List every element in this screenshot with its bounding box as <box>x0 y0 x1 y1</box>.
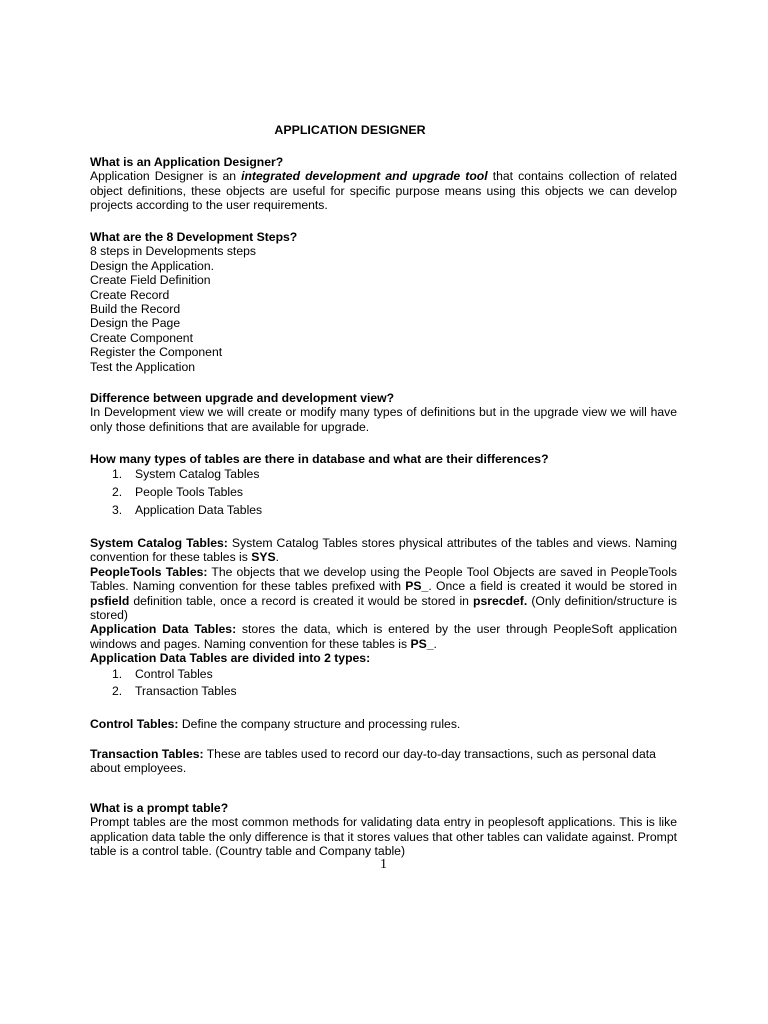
code-text: PS_ <box>410 636 434 651</box>
definition-text: . Once a field is created it would be stored in <box>428 579 677 594</box>
list-label: Application Data Tables <box>135 502 263 517</box>
list-item <box>90 666 677 684</box>
code-text: PS_ <box>405 579 429 594</box>
list-label: Control Tables <box>135 666 213 681</box>
page-title: APPLICATION DESIGNER <box>274 123 426 137</box>
code-text: psrecdef. <box>473 593 528 608</box>
list-label: System Catalog Tables <box>135 467 260 482</box>
list-number: 3. <box>112 502 123 517</box>
step-line: Register the Component <box>90 345 223 360</box>
subheading: Application Data Tables are divided into 2 types: <box>90 651 371 666</box>
table-types-list <box>90 466 677 519</box>
definition-label: Transaction Tables: <box>90 747 204 761</box>
definition-text: . <box>433 636 437 651</box>
list-number: 2. <box>112 485 123 499</box>
answer-paragraph: In Development view we will create or modify many types of definitions but in the upgrade view we will have only those definitions that are available for upgrade. <box>90 405 677 434</box>
document-page <box>90 0 677 1024</box>
list-label: Transaction Tables <box>135 684 237 699</box>
definition-label: Control Tables: <box>90 717 179 731</box>
answer-paragraph <box>90 169 677 212</box>
definition-text: The objects that we develop using the People Tool Objects are saved in PeopleTools Tables. Naming convention for these tables prefixed with <box>90 564 678 594</box>
definition-label: Application Data Tables: <box>90 622 237 637</box>
step-line: Create Record <box>90 287 170 302</box>
list-label: People Tools Tables <box>135 485 243 499</box>
application-table-types-list <box>90 666 677 701</box>
definition-label: PeopleTools Tables: <box>90 564 208 579</box>
definition-paragraph <box>90 622 677 651</box>
step-line: Design the Application. <box>90 258 214 273</box>
section-development-steps <box>90 230 677 374</box>
emphasis-text: integrated development and upgrade tool <box>241 169 488 184</box>
answer-text: Application Designer is an <box>90 169 242 184</box>
step-line: 8 steps in Developments steps <box>90 244 256 259</box>
list-number: 2. <box>112 684 123 699</box>
section-transaction-tables <box>90 747 677 776</box>
step-line: Build the Record <box>90 302 181 317</box>
section-prompt-table <box>90 801 677 859</box>
list-item <box>90 502 677 520</box>
definition-text: . <box>275 550 280 565</box>
question-heading: What are the 8 Development Steps? <box>90 230 298 244</box>
list-number: 1. <box>112 467 123 482</box>
steps-list <box>90 244 677 374</box>
section-table-types <box>90 452 677 519</box>
definition-text: definition table, once a record is created it would be stored in <box>129 593 474 608</box>
section-control-tables <box>90 717 677 731</box>
section-table-definitions <box>90 536 677 701</box>
list-item <box>90 683 677 701</box>
list-item <box>90 484 677 502</box>
definition-label: System Catalog Tables: <box>90 536 228 550</box>
step-line: Test the Application <box>90 359 196 374</box>
page-number: 1 <box>380 857 387 872</box>
step-line: Create Field Definition <box>90 273 211 288</box>
answer-paragraph: Prompt tables are the most common methods for validating data entry in peoplesoft applications. This is like application data table the only difference is that it stores values that other tables can validate against. Prompt table is a control table. (Country table and Company table) <box>90 815 677 859</box>
section-upgrade-vs-development <box>90 391 677 434</box>
definition-text: (Only definition/structure is stored) <box>90 593 677 623</box>
question-heading: What is a prompt table? <box>90 801 229 815</box>
code-text: psfield <box>90 593 130 608</box>
step-line: Design the Page <box>90 316 181 331</box>
question-heading: Difference between upgrade and development view? <box>90 391 395 405</box>
list-item <box>90 466 677 484</box>
step-line: Create Component <box>90 330 193 345</box>
definition-paragraph <box>90 717 677 731</box>
definition-paragraph <box>90 747 677 776</box>
definition-paragraph <box>90 565 677 623</box>
definition-text: These are tables used to record our day-to-day transactions, such as personal data about employees. <box>90 747 656 776</box>
definition-text: System Catalog Tables stores physical attributes of the tables and views. Naming convention for these tables is <box>90 536 677 565</box>
definition-text: stores the data, which is entered by the user through PeopleSoft application windows and pages. Naming convention for these tables is <box>90 622 677 651</box>
code-text: SYS <box>251 550 276 565</box>
definition-text: Define the company structure and processing rules. <box>178 717 461 731</box>
definition-paragraph <box>90 536 677 565</box>
section-application-designer <box>90 155 677 213</box>
question-heading: How many types of tables are there in database and what are their differences? <box>90 452 549 466</box>
question-heading: What is an Application Designer? <box>90 155 284 169</box>
list-number: 1. <box>112 666 123 681</box>
answer-text: that contains collection of related object definitions, these objects are useful for specific purpose means using this objects we can develop projects according to the user requirements. <box>90 169 677 213</box>
